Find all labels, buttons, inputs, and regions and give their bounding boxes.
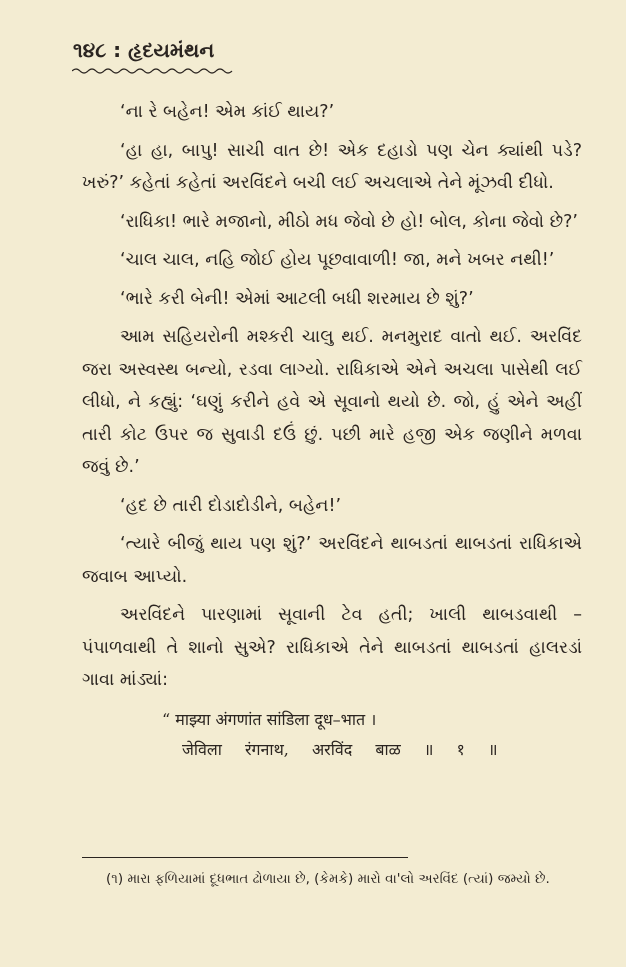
verse-line: जेविला रंगनाथ, अरविंद बाळ ॥ १ ॥ bbox=[182, 739, 498, 759]
body-text bbox=[82, 96, 582, 765]
paragraph: ‘ત્યારે બીજું થાય પણ શું?’ અરવિંદને થાબડતાં થાબડતાં રાધિકાએ જવાબ આપ્યો. bbox=[82, 534, 582, 587]
header-underline-squiggle bbox=[72, 66, 234, 76]
paragraph: ‘રાધિકા! ભારે મજાનો, મીઠો મધ જેવો છે હો! બોલ, કોના જેવો છે?’ bbox=[120, 211, 578, 232]
paragraph: ‘હા હા, બાપુ! સાચી વાત છે! એક દહાડો પણ ચેન ક્યાંથી પડે? ખરું?’ કહેતાં કહેતાં અરવિંદને બચી લઈ અચલાએ તેને મૂંઝવી દીધો. bbox=[82, 140, 582, 193]
footnote-divider bbox=[82, 857, 408, 858]
lullaby-verse bbox=[82, 705, 582, 765]
paragraph: અરવિંદને પારણામાં સૂવાની ટેવ હતી; ખાલી થાબડવાથી – પંપાળવાથી તે શાનો સુએ? રાધિકાએ તેને થાબડતાં થાબડતાં હાલરડાં ગાવા માંડ્યાં: bbox=[82, 605, 582, 690]
paragraph: ‘ચાલ ચાલ, નહિ જોઈ હોય પૂછવાવાળી! જા, મને ખબર નથી!’ bbox=[120, 250, 555, 270]
paragraph: ‘ના રે બહેન! એમ કાંઈ થાય?’ bbox=[120, 102, 335, 122]
paragraph: આમ સહિયરોની મશ્કરી ચાલુ થઈ. મનમુરાદ વાતો થઈ. અરવિંદ જરા અસ્વસ્થ બન્યો, રડવા લાગ્યો. રાધિકાએ એને અચલા પાસેથી લઈ લીધો, ને કહ્યું: ‘ઘણું કરીને હવે એ સૂવાનો થયો છે. જો, હું એને અહીં તારી કોટ ઉપર જ સુવાડી દઉં છું. પછી મારે હજી એક જણીને મળવા જવું છે.’ bbox=[82, 327, 582, 477]
paragraph: ‘ભારે કરી બેની! એમાં આટલી બધી શરમાય છે શું?’ bbox=[120, 288, 474, 309]
footnote: (૧) મારા ફળિયામાં દૂધભાત ઢોળાયા છે, (કેમકે) મારો વા'લો અરવિંદ (ત્યાં) જમ્યો છે. bbox=[106, 871, 550, 887]
running-header: ૧૪૮ : હૃદયમંથન bbox=[73, 38, 215, 62]
verse-line: “ माझ्या अंगणांत सांडिला दूध–भात । bbox=[162, 709, 377, 729]
paragraph: ‘હદ છે તારી દોડાદોડીને, બહેન!’ bbox=[120, 495, 342, 516]
